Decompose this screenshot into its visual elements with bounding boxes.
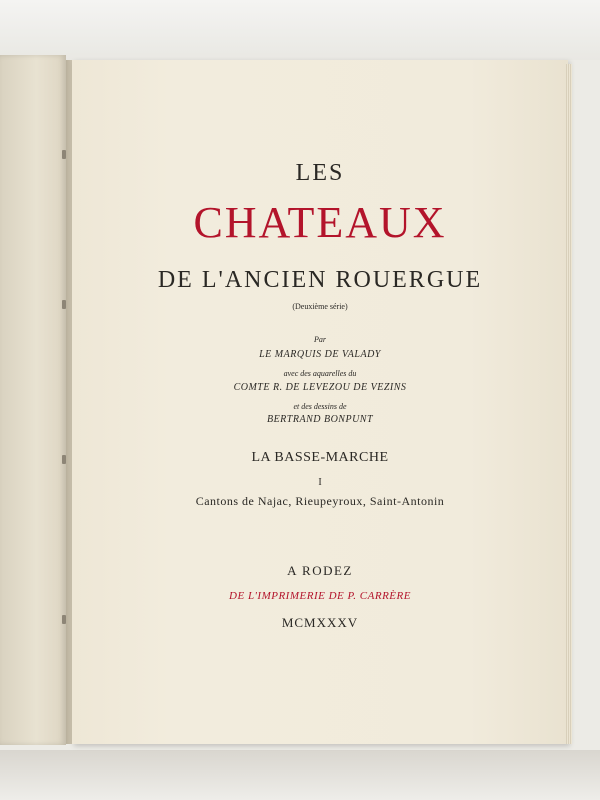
publication-city: A RODEZ xyxy=(287,563,353,578)
section-title: LA BASSE-MARCHE xyxy=(251,450,389,465)
series-note: (Deuxième série) xyxy=(292,302,348,311)
left-page xyxy=(0,55,66,745)
background-bottom xyxy=(0,750,600,800)
volume-number: I xyxy=(318,477,322,488)
watercolors-intro: avec des aquarelles du xyxy=(283,369,357,378)
illustrator-name: COMTE R. DE LEVEZOU DE VEZINS xyxy=(233,382,407,393)
title-block xyxy=(72,60,568,744)
by-line: Par xyxy=(314,335,326,344)
drawings-intro: et des dessins de xyxy=(293,402,347,411)
title-les: LES xyxy=(295,160,345,186)
background-top xyxy=(0,0,600,60)
publication-year: MCMXXXV xyxy=(281,615,359,630)
printer-name: DE L'IMPRIMERIE DE P. CARRÈRE xyxy=(229,590,411,602)
title-subtitle: DE L'ANCIEN ROUERGUE xyxy=(157,267,483,293)
draughtsman-name: BERTRAND BONPUNT xyxy=(266,414,374,425)
author-name: LE MARQUIS DE VALADY xyxy=(259,349,381,360)
title-chateaux: CHATEAUX xyxy=(193,198,447,247)
cantons-line: Cantons de Najac, Rieupeyroux, Saint-Antonin xyxy=(195,494,445,508)
